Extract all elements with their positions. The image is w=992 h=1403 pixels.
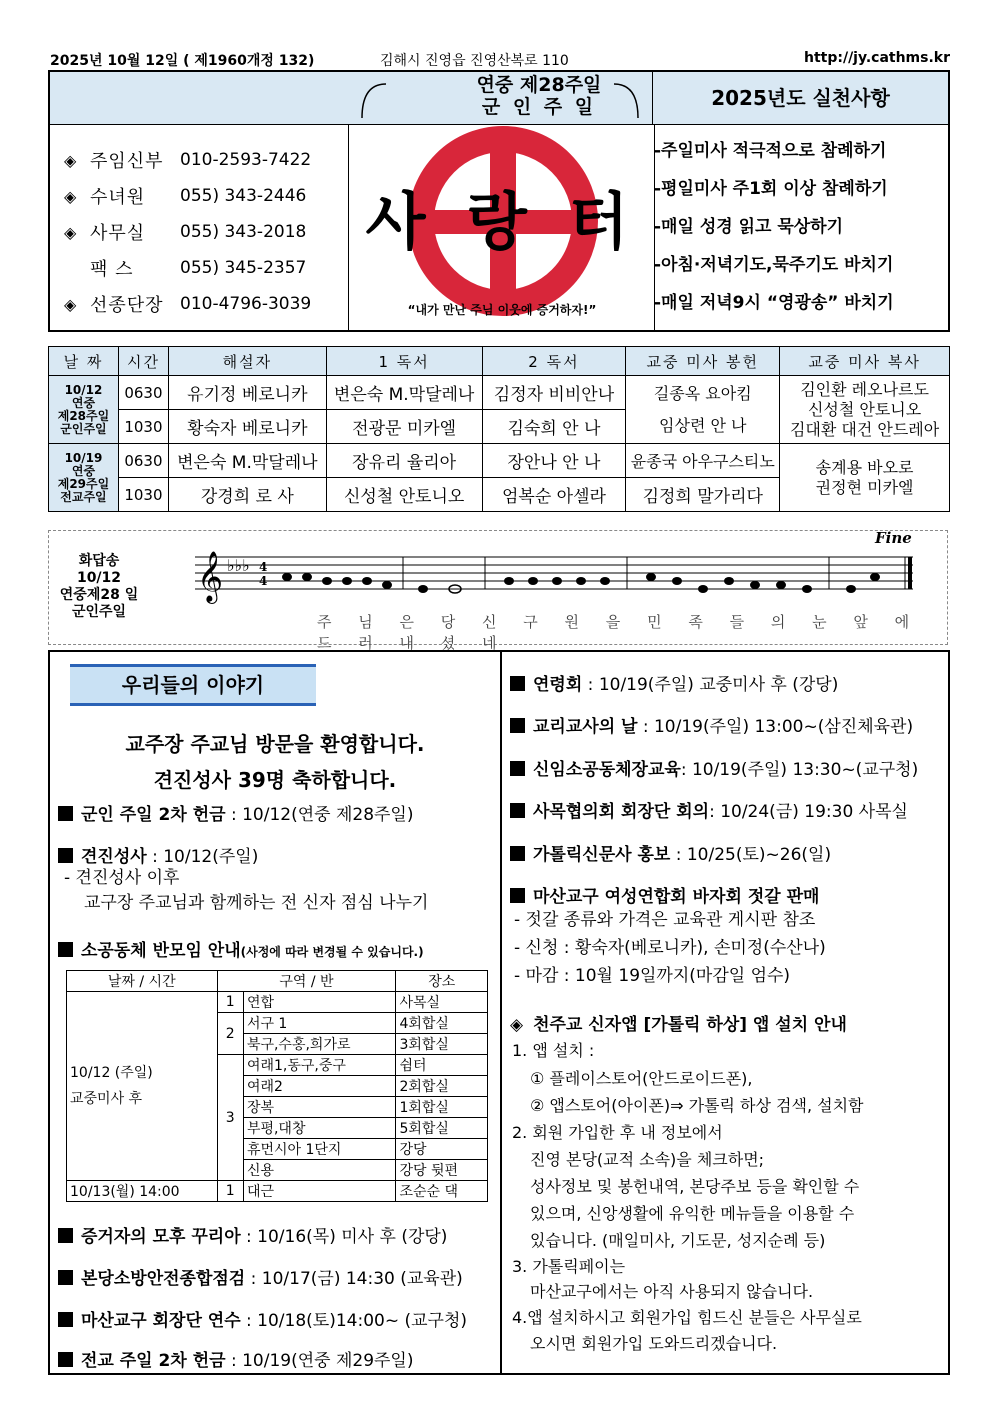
table-row: 장복 1회합실 (67, 1097, 488, 1118)
svg-text:𝄞: 𝄞 (197, 551, 224, 602)
contact-fax: 팩 스 055) 345-2357 (90, 258, 307, 280)
app-line: ② 앱스토어(아이폰)⇒ 가톨릭 하상 검색, 설치함 (530, 1096, 864, 1115)
square-bullet-icon (510, 803, 525, 818)
notice-sub: - 마감 : 10월 19일까지(마감일 엄수) (514, 966, 791, 986)
logo-text: 사 랑 터 (365, 185, 639, 258)
app-line: 마산교구에서는 아직 사용되지 않습니다. (530, 1282, 814, 1301)
diamond-icon: ◈ (64, 150, 77, 170)
meeting-date-cell: 10/12 (주일) 교중미사 후 (67, 992, 218, 1181)
notice-sub: - 견진성사 이후 (64, 868, 180, 888)
diamond-icon: ◈ (510, 1015, 524, 1035)
notice-sub: - 신청 : 황숙자(베로니카), 손미정(수산나) (514, 938, 826, 958)
svg-text:4: 4 (259, 560, 268, 574)
app-title: ◈ 천주교 신자앱 [가톨릭 하상] 앱 설치 안내 (510, 1015, 847, 1035)
notice-item: 사목협의회 회장단 회의: 10/24(금) 19:30 사목실 (510, 797, 908, 822)
notice-item: 교리교사의 날 : 10/19(주일) 13:00~(삼진체육관) (510, 712, 913, 737)
offering-cell: 길종옥 요아킴 임상련 안 나 (626, 376, 780, 444)
table-row: 부평,대창 5회합실 (67, 1118, 488, 1139)
table-row: 북구,수홍,희가로 3회합실 (67, 1034, 488, 1055)
app-line: 있으며, 신앙생활에 유익한 메뉴들을 이용할 수 (530, 1204, 855, 1223)
app-line: 오시면 회원가입 도와드리겠습니다. (530, 1334, 778, 1353)
logo (350, 124, 654, 332)
notice-item: 연령회 : 10/19(주일) 교중미사 후 (강당) (510, 670, 838, 695)
square-bullet-icon (510, 761, 525, 776)
square-bullet-icon (58, 848, 73, 863)
masthead (48, 70, 950, 332)
square-bullet-icon (510, 676, 525, 691)
notice-item: 가톨릭신문사 홍보 : 10/25(토)~26(일) (510, 840, 831, 865)
parish-url[interactable]: http://jy.cathms.kr (803, 50, 950, 66)
app-line: ① 플레이스토어(안드로이드폰), (530, 1069, 753, 1088)
table-row: 신용 강당 뒷편 (67, 1160, 488, 1181)
practice-item: -아침·저녁기도,묵주기도 바치기 (654, 255, 894, 275)
date-cell: 10/19 연중 제29주일 전교주일 (49, 444, 119, 512)
practice-item: -평일미사 주1회 이상 참례하기 (654, 179, 888, 199)
svg-text:4: 4 (259, 574, 268, 588)
app-line: 4.앱 설치하시고 회원가입 힘드신 분들은 사무실로 (512, 1308, 862, 1327)
notice-item: 증거자의 모후 꾸리아 : 10/16(목) 미사 후 (강당) (58, 1222, 447, 1247)
square-bullet-icon (58, 1270, 73, 1285)
practice-list (654, 136, 940, 326)
practice-item: -주일미사 적극적으로 참례하기 (654, 141, 887, 161)
motto: “내가 만난 주님 이웃에 증거하자!” (407, 303, 597, 317)
contact-convent: ◈ 수녀원 055) 343-2446 (64, 186, 307, 208)
notice-item: 소공동체 반모임 안내(사정에 따라 변경될 수 있습니다.) (58, 936, 424, 961)
app-line: 1. 앱 설치 : (512, 1041, 595, 1060)
table-row: 10/12 (주일) 교중미사 후 1 연합 사목실 (67, 992, 488, 1013)
square-bullet-icon (58, 1228, 73, 1243)
app-line: 있습니다. (매일미사, 기도문, 성지순례 등) (530, 1231, 826, 1250)
servers-cell: 김인환 레오나르도 신성철 안토니오 김대환 대건 안드레아 (780, 376, 950, 444)
group-meeting-table (66, 970, 488, 1202)
svg-text:♭♭♭: ♭♭♭ (227, 556, 250, 575)
app-line: 2. 회원 가입한 후 내 정보에서 (512, 1123, 723, 1142)
app-line: 진영 본당(교적 소속)을 체크하면; (530, 1150, 765, 1169)
table-row: 10/19 연중 제29주일 전교주일 0630 변은숙 M.막달레나 장유리 율리아 장안나 안 나 윤종국 아우구스티노 송계용 바오로 권정현 미카엘 (49, 444, 950, 478)
table-row: 3 여래1,동구,중구 쉼터 (67, 1055, 488, 1076)
notice-item: 신임소공동체장교육: 10/19(주일) 13:30~(교구청) (510, 755, 918, 780)
sunday-title (422, 74, 656, 118)
contact-funeral: ◈ 선종단장 010-4796-3039 (64, 294, 312, 316)
diamond-icon: ◈ (64, 186, 77, 206)
square-bullet-icon (510, 888, 525, 903)
square-bullet-icon (58, 1312, 73, 1327)
diamond-icon: ◈ (64, 294, 77, 314)
table-row: 2 서구 1 4회합실 (67, 1013, 488, 1034)
table-row: 1030 황숙자 베로니카 전광문 미카엘 김숙희 안 나 (49, 410, 950, 444)
notice-item: 본당소방안전종합점검 : 10/17(금) 14:30 (교육관) (58, 1264, 463, 1289)
table-row: 여래2 2회합실 (67, 1076, 488, 1097)
square-bullet-icon (510, 718, 525, 733)
app-line: 성사정보 및 봉헌내역, 본당주보 등을 확인할 수 (530, 1177, 860, 1196)
fine-mark: Fine (875, 529, 912, 547)
sunday-title-line1: 연중 제28주일 (476, 74, 602, 96)
practice-item: -매일 저녁9시 “영광송” 바치기 (654, 293, 894, 313)
contact-pastor: ◈ 주임신부 010-2593-7422 (64, 150, 312, 172)
square-bullet-icon (58, 1352, 73, 1367)
notice-item: 전교 주일 2차 헌금 : 10/19(연중 제29주일) (58, 1346, 413, 1371)
diamond-icon: ◈ (64, 222, 77, 242)
responsorial-psalm (48, 529, 948, 652)
notice-sub: - 젓갈 종류와 가격은 교육관 게시판 참조 (514, 910, 816, 930)
contact-office: ◈ 사무실 055) 343-2018 (64, 222, 307, 244)
table-row: 10/12 연중 제28주일 군인주일 0630 유기정 베로니카 변은숙 M.막달레나 김정자 비비안나 길종옥 요아킴 임상련 안 나 김인환 레오나르도 신성철 안토니오 김대환 대건 안드레아 (49, 376, 950, 410)
square-bullet-icon (510, 846, 525, 861)
notice-item: 군인 주일 2차 헌금 : 10/12(연중 제28주일) (58, 800, 413, 825)
square-bullet-icon (58, 942, 73, 957)
table-row: 휴먼시아 1단지 강당 (67, 1139, 488, 1160)
psalm-label: 화답송 10/12 연중제28 일 군인주일 (59, 553, 139, 620)
story-title: 우리들의 이야기 (70, 664, 316, 706)
mass-schedule-table (48, 346, 950, 512)
app-line: 3. 가톨릭페이는 (512, 1257, 626, 1276)
music-staff (195, 541, 915, 609)
welcome-message: 교주장 주교님 방문을 환영합니다. 견진성사 39명 축하합니다. (125, 732, 425, 792)
notice-item: 마산교구 여성연합회 바자회 젓갈 판매 (510, 882, 819, 907)
parish-address: 김해시 진영읍 진영산복로 110 (380, 53, 569, 69)
practice-title: 2025년도 실천사항 (652, 72, 948, 124)
notice-item: 견진성사 : 10/12(주일) (58, 842, 258, 867)
notice-item: 마산교구 회장단 연수 : 10/18(토)14:00~ (교구청) (58, 1306, 467, 1331)
table-row: 1030 강경희 로 사 신성철 안토니오 엄복순 아셀라 김정희 말가리다 (49, 478, 950, 512)
practice-item: -매일 성경 읽고 묵상하기 (654, 217, 844, 237)
news-section (48, 650, 950, 1375)
servers-cell: 송계용 바오로 권정현 미카엘 (780, 444, 950, 512)
date-cell: 10/12 연중 제28주일 군인주일 (49, 376, 119, 444)
issue-date: 2025년 10월 12일 ( 제1960개정 132) (50, 53, 315, 69)
table-header-row: 날짜 / 시간 구역 / 반 장소 (67, 971, 488, 992)
notice-sub: 교구장 주교님과 함께하는 전 신자 점심 나누기 (84, 893, 429, 913)
psalm-lyrics: 주 님 은 당 신 구 원 을 민 족 들 의 눈 앞 에 드 러 내 셨 네 (317, 613, 921, 652)
sunday-title-line2: 군 인 주 일 (481, 96, 597, 118)
table-header-row: 날 짜 시간 해설자 1 독서 2 독서 교중 미사 봉헌 교중 미사 복사 (49, 347, 950, 376)
contact-list (64, 142, 354, 322)
square-bullet-icon (58, 806, 73, 821)
table-row: 10/13(월) 14:00 1 대근 조순순 댁 (67, 1181, 488, 1202)
